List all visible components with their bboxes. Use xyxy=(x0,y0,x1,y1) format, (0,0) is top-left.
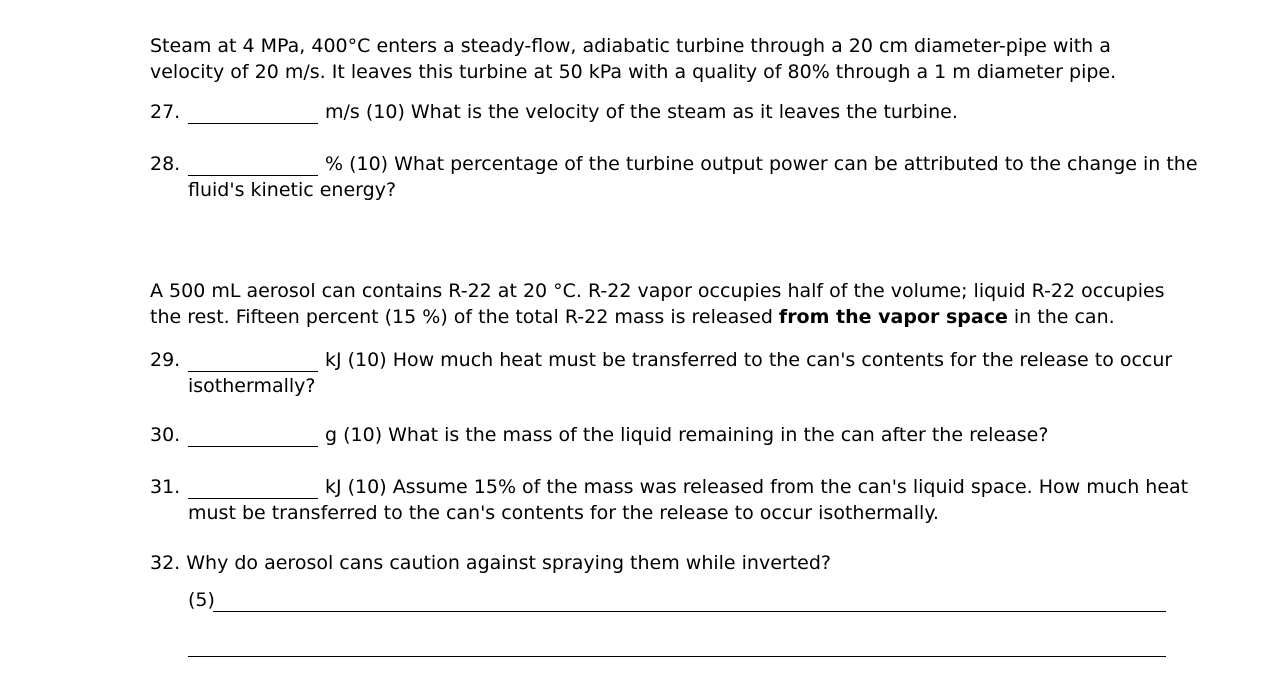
question-number: 27. xyxy=(150,101,181,123)
question-text-continued: isothermally? xyxy=(188,375,316,397)
question-text: kJ (10) Assume 15% of the mass was released from the can's liquid space. How much heat xyxy=(325,476,1189,498)
answer-line-2[interactable] xyxy=(188,632,1166,657)
statement-emphasis: from the vapor space xyxy=(778,306,1008,328)
answer-blank-27[interactable] xyxy=(188,99,318,124)
answer-line-1[interactable] xyxy=(213,587,1166,612)
statement-text-end: in the can. xyxy=(1007,306,1115,328)
question-text: 32. Why do aerosol cans caution against spraying them while inverted? xyxy=(150,552,832,574)
question-text: kJ (10) How much heat must be transferred to the can's contents for the release to occur xyxy=(325,349,1173,371)
question-text: g (10) What is the mass of the liquid remaining in the can after the release? xyxy=(325,424,1049,446)
answer-blank-31[interactable] xyxy=(188,474,318,499)
question-text: % (10) What percentage of the turbine output power can be attributed to the change in the xyxy=(325,153,1198,175)
question-number: 29. xyxy=(150,349,181,371)
turbine-problem-statement: Steam at 4 MPa, 400°C enters a steady-flow, adiabatic turbine through a 20 cm diameter-pipe with a velocity of 20 m/s. It leaves this turbine at 50 kPa with a quality of 80% through a 1 m diameter pipe. xyxy=(150,35,1117,83)
question-text: m/s (10) What is the velocity of the steam as it leaves the turbine. xyxy=(325,101,958,123)
question-number: 31. xyxy=(150,476,181,498)
question-text-continued: must be transferred to the can's contents for the release to occur isothermally. xyxy=(188,502,939,524)
answer-blank-30[interactable] xyxy=(188,422,318,447)
answer-blank-29[interactable] xyxy=(188,347,318,372)
question-number: 30. xyxy=(150,424,181,446)
answer-blank-28[interactable] xyxy=(188,151,318,176)
points-label: (5) xyxy=(188,589,215,611)
question-number: 28. xyxy=(150,153,181,175)
question-text-continued: fluid's kinetic energy? xyxy=(188,179,397,201)
statement-text: A 500 mL aerosol can contains R-22 at 20 °C. R-22 vapor occupies half of the volume; liquid R-22 occupies the rest. Fifteen percent (15 %) of the total R-22 mass is released xyxy=(150,280,1165,328)
aerosol-problem-statement xyxy=(150,278,1180,330)
